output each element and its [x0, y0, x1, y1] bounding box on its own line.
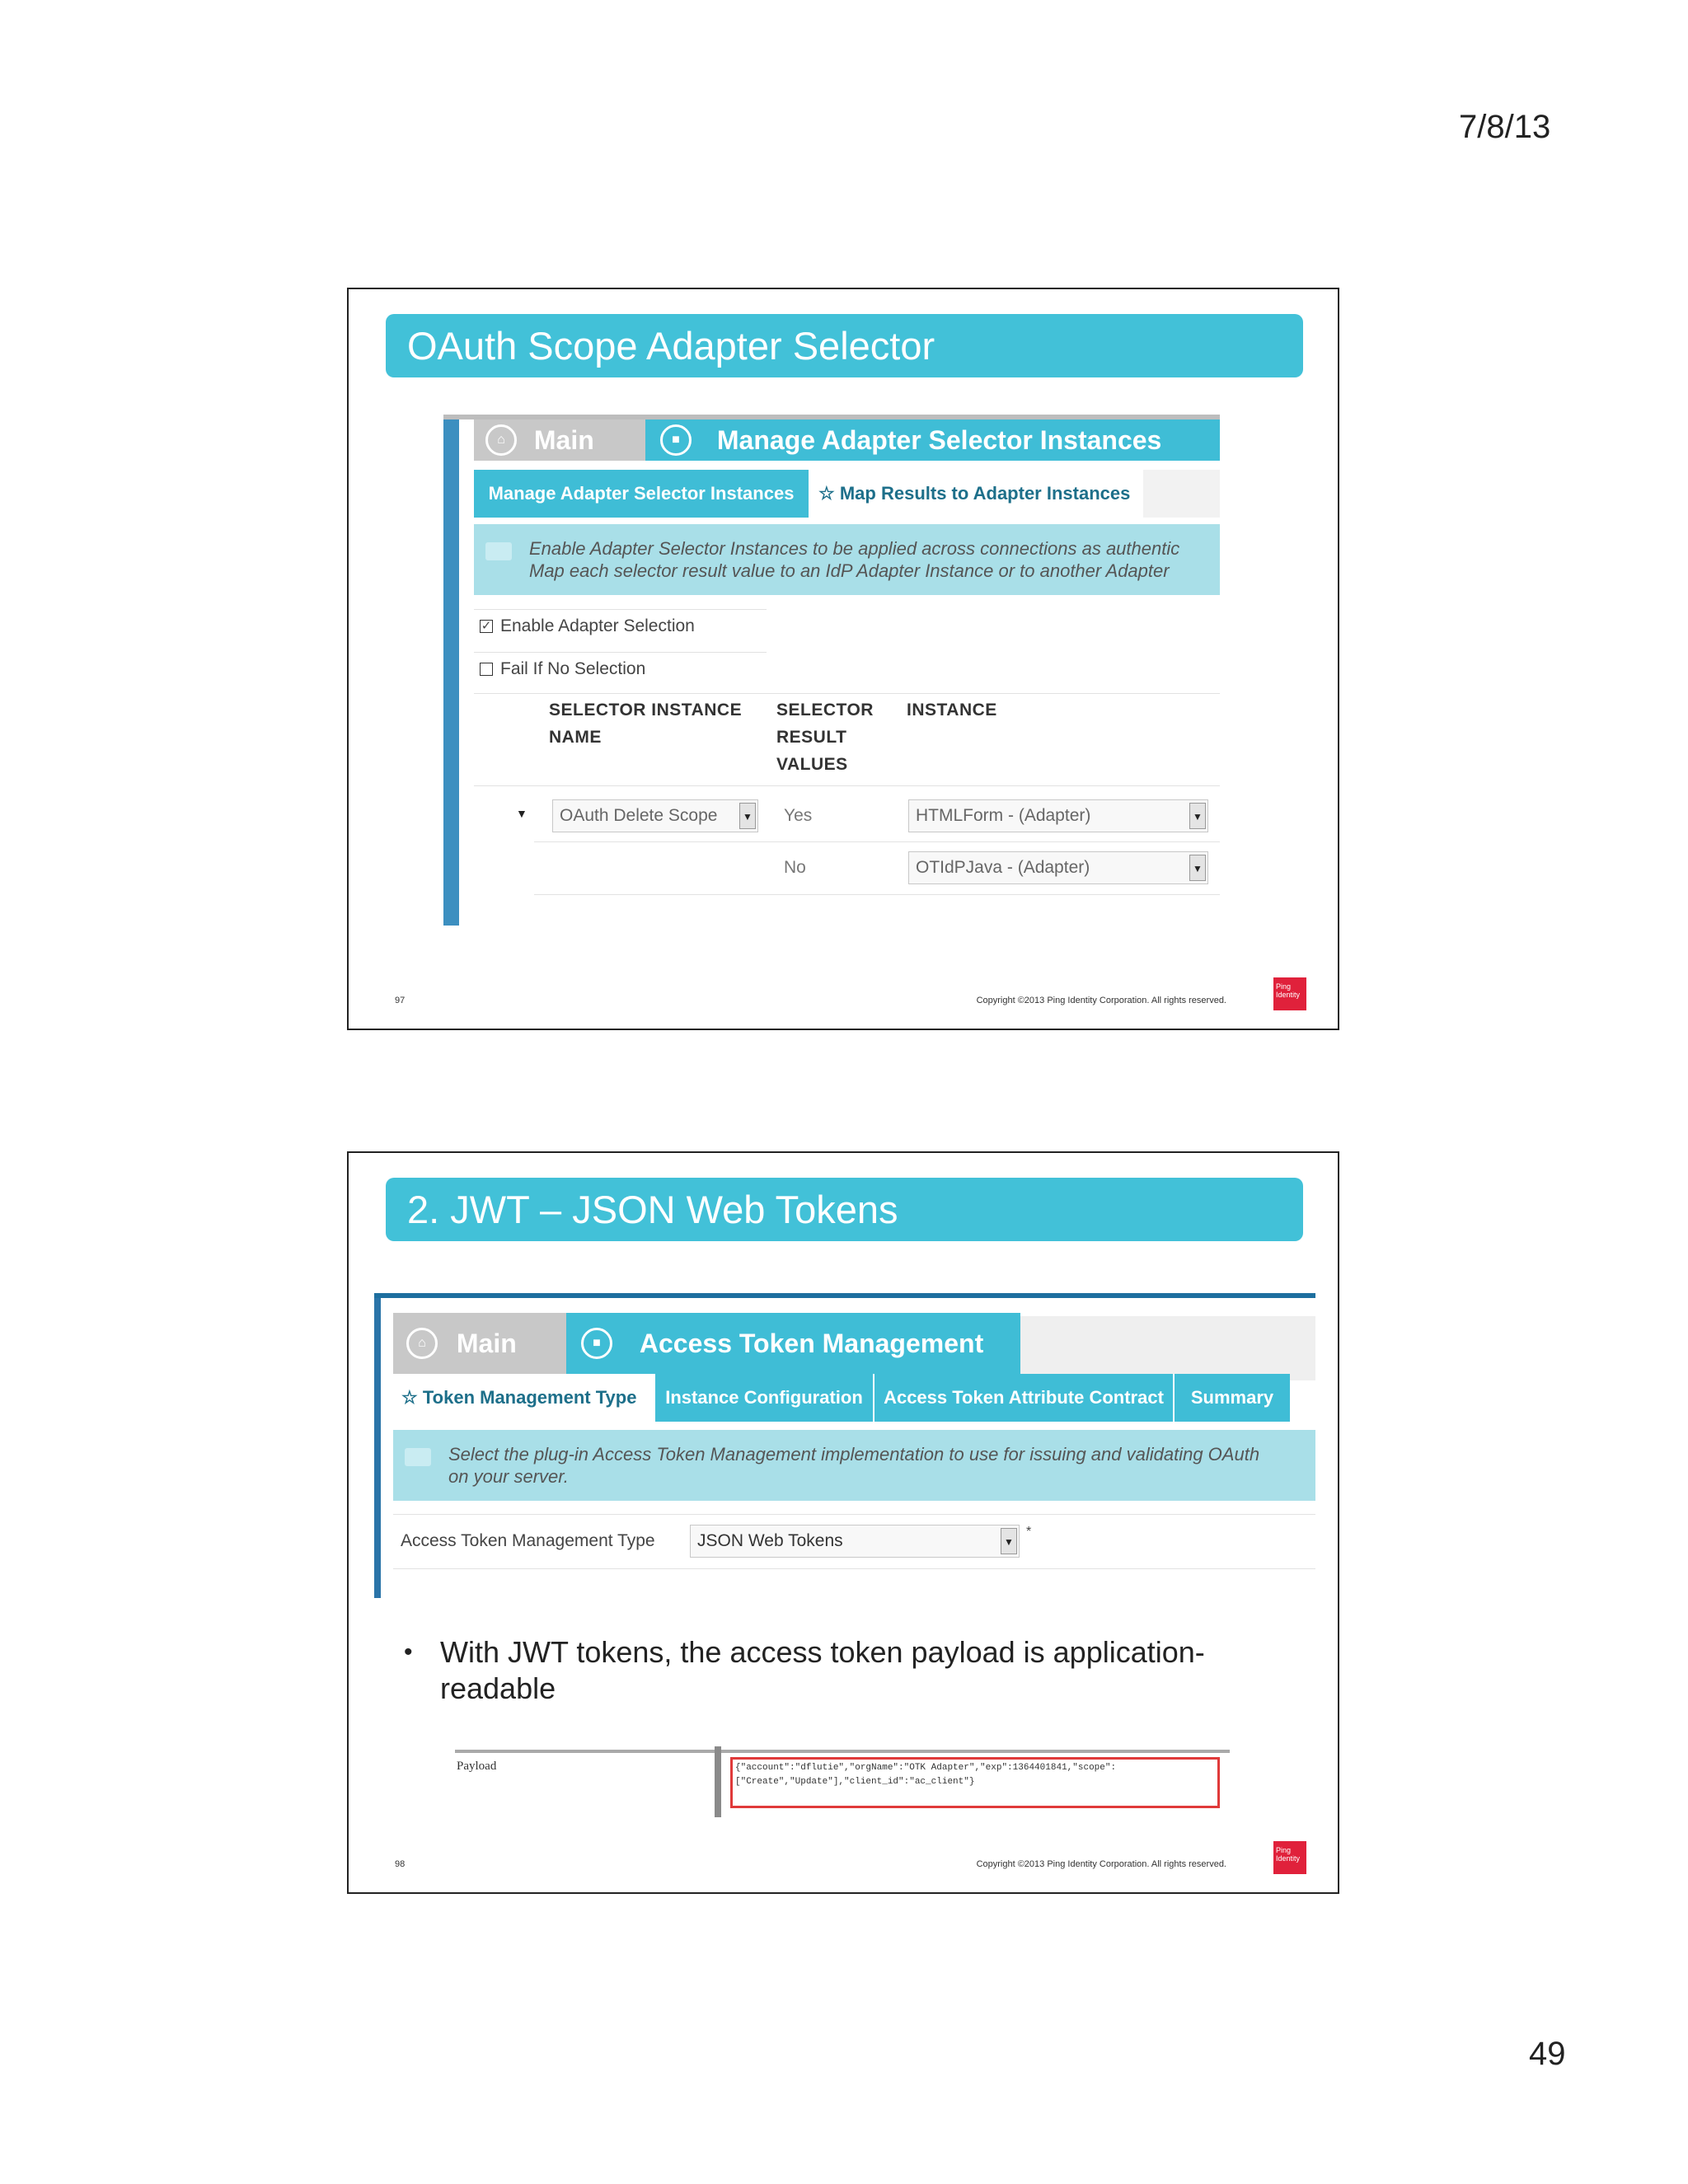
expand-row-icon[interactable]: ▼	[516, 807, 528, 820]
tab-instance-configuration[interactable]	[655, 1374, 874, 1422]
payload-label: Payload	[457, 1760, 497, 1773]
select-value: HTMLForm - (Adapter)	[916, 806, 1091, 825]
star-icon: ☆	[401, 1387, 418, 1408]
admin-screenshot	[374, 1293, 1315, 1598]
tab-token-management-type[interactable]	[393, 1374, 655, 1422]
select-value: OTIdPJava - (Adapter)	[916, 858, 1090, 877]
slide-number: 98	[395, 1859, 406, 1869]
ping-identity-logo: Ping Identity	[1273, 977, 1306, 1010]
instance-select[interactable]	[908, 799, 1208, 832]
tab-map-results[interactable]	[809, 470, 1143, 518]
required-marker: *	[1026, 1525, 1032, 1539]
ping-identity-logo: Ping Identity	[1273, 1841, 1306, 1874]
column-header: SELECTOR INSTANCE NAME	[549, 701, 743, 747]
info-icon	[405, 1448, 431, 1466]
checkbox-empty-icon	[480, 663, 493, 676]
select-value: OAuth Delete Scope	[560, 806, 718, 825]
result-value: Yes	[784, 806, 813, 825]
slide-jwt-json-web-tokens	[347, 1151, 1339, 1894]
tab-access-token-attribute-contract[interactable]	[874, 1374, 1175, 1422]
tab-label: Instance Configuration	[665, 1387, 863, 1408]
stop-icon: ■	[581, 1328, 612, 1359]
star-icon: ☆	[818, 483, 835, 504]
tab-label: Token Management Type	[422, 1387, 637, 1408]
info-line: Enable Adapter Selector Instances to be applied across connections as authentic	[529, 538, 1180, 559]
selector-instance-select[interactable]	[552, 799, 758, 832]
home-icon: ⌂	[406, 1328, 438, 1359]
fail-if-no-selection-checkbox[interactable]	[480, 659, 645, 679]
bullet-point	[404, 1634, 1228, 1707]
info-line: on your server.	[448, 1466, 569, 1487]
nav-main-tab[interactable]	[474, 419, 645, 461]
tab-label: Map Results to Adapter Instances	[839, 483, 1131, 504]
dropdown-arrow-icon: ▼	[739, 803, 756, 829]
nav-active-label: Manage Adapter Selector Instances	[716, 425, 1162, 455]
bullet-icon: •	[404, 1638, 413, 1666]
enable-adapter-selection-checkbox[interactable]	[480, 616, 695, 636]
checkbox-label: Enable Adapter Selection	[500, 616, 695, 635]
checkmark-icon: ✓	[481, 619, 492, 634]
nav-active-tab[interactable]	[645, 419, 1220, 461]
tab-label: Manage Adapter Selector Instances	[488, 483, 795, 504]
payload-screenshot	[455, 1746, 1230, 1817]
select-value: JSON Web Tokens	[697, 1531, 843, 1550]
payload-line: {"account":"dflutie","orgName":"OTK Adapter","exp":1364401841,"scope":	[735, 1763, 1117, 1773]
copyright-text: Copyright ©2013 Ping Identity Corporation. All rights reserved.	[976, 996, 1226, 1005]
nav-main-tab[interactable]	[393, 1313, 566, 1374]
slide-oauth-scope-adapter-selector	[347, 288, 1339, 1030]
result-value: No	[784, 858, 806, 877]
tab-label: Summary	[1190, 1387, 1274, 1408]
dropdown-arrow-icon: ▼	[1001, 1528, 1017, 1554]
payload-line: ["Create","Update"],"client_id":"ac_client"}	[735, 1777, 975, 1787]
slide-title: OAuth Scope Adapter Selector	[386, 314, 1303, 377]
slide-title: 2. JWT – JSON Web Tokens	[386, 1178, 1303, 1241]
slide-number: 97	[395, 996, 406, 1005]
page-number: 49	[1529, 2036, 1566, 2072]
nav-main-label: Main	[456, 1329, 517, 1358]
info-banner	[393, 1430, 1315, 1501]
tab-manage-adapter-selector-instances[interactable]	[474, 470, 809, 518]
copyright-text: Copyright ©2013 Ping Identity Corporation. All rights reserved.	[976, 1859, 1226, 1869]
page-date: 7/8/13	[1459, 109, 1551, 145]
tab-label: Access Token Attribute Contract	[884, 1387, 1164, 1408]
info-banner	[474, 524, 1220, 595]
stop-icon: ■	[660, 424, 692, 456]
column-header: SELECTOR RESULT VALUES	[776, 701, 874, 774]
info-line: Select the plug-in Access Token Management implementation to use for issuing and validating OAuth	[448, 1444, 1260, 1465]
bullet-text: With JWT tokens, the access token payload is application-readable	[440, 1635, 1205, 1705]
instance-select[interactable]	[908, 851, 1208, 884]
nav-active-label: Access Token Management	[639, 1329, 984, 1358]
dropdown-arrow-icon: ▼	[1189, 803, 1206, 829]
column-header: INSTANCE	[907, 701, 997, 719]
tab-summary[interactable]	[1175, 1374, 1290, 1422]
admin-screenshot	[443, 415, 1220, 926]
info-icon	[485, 542, 512, 560]
info-line: Map each selector result value to an IdP Adapter Instance or to another Adapter	[529, 560, 1170, 581]
nav-active-tab[interactable]	[566, 1313, 1020, 1374]
dropdown-arrow-icon: ▼	[1189, 855, 1206, 881]
nav-main-label: Main	[533, 425, 594, 455]
access-token-management-type-label: Access Token Management Type	[401, 1531, 655, 1550]
access-token-management-type-select[interactable]	[690, 1525, 1020, 1558]
home-icon: ⌂	[485, 424, 517, 456]
checkbox-label: Fail If No Selection	[500, 659, 646, 678]
